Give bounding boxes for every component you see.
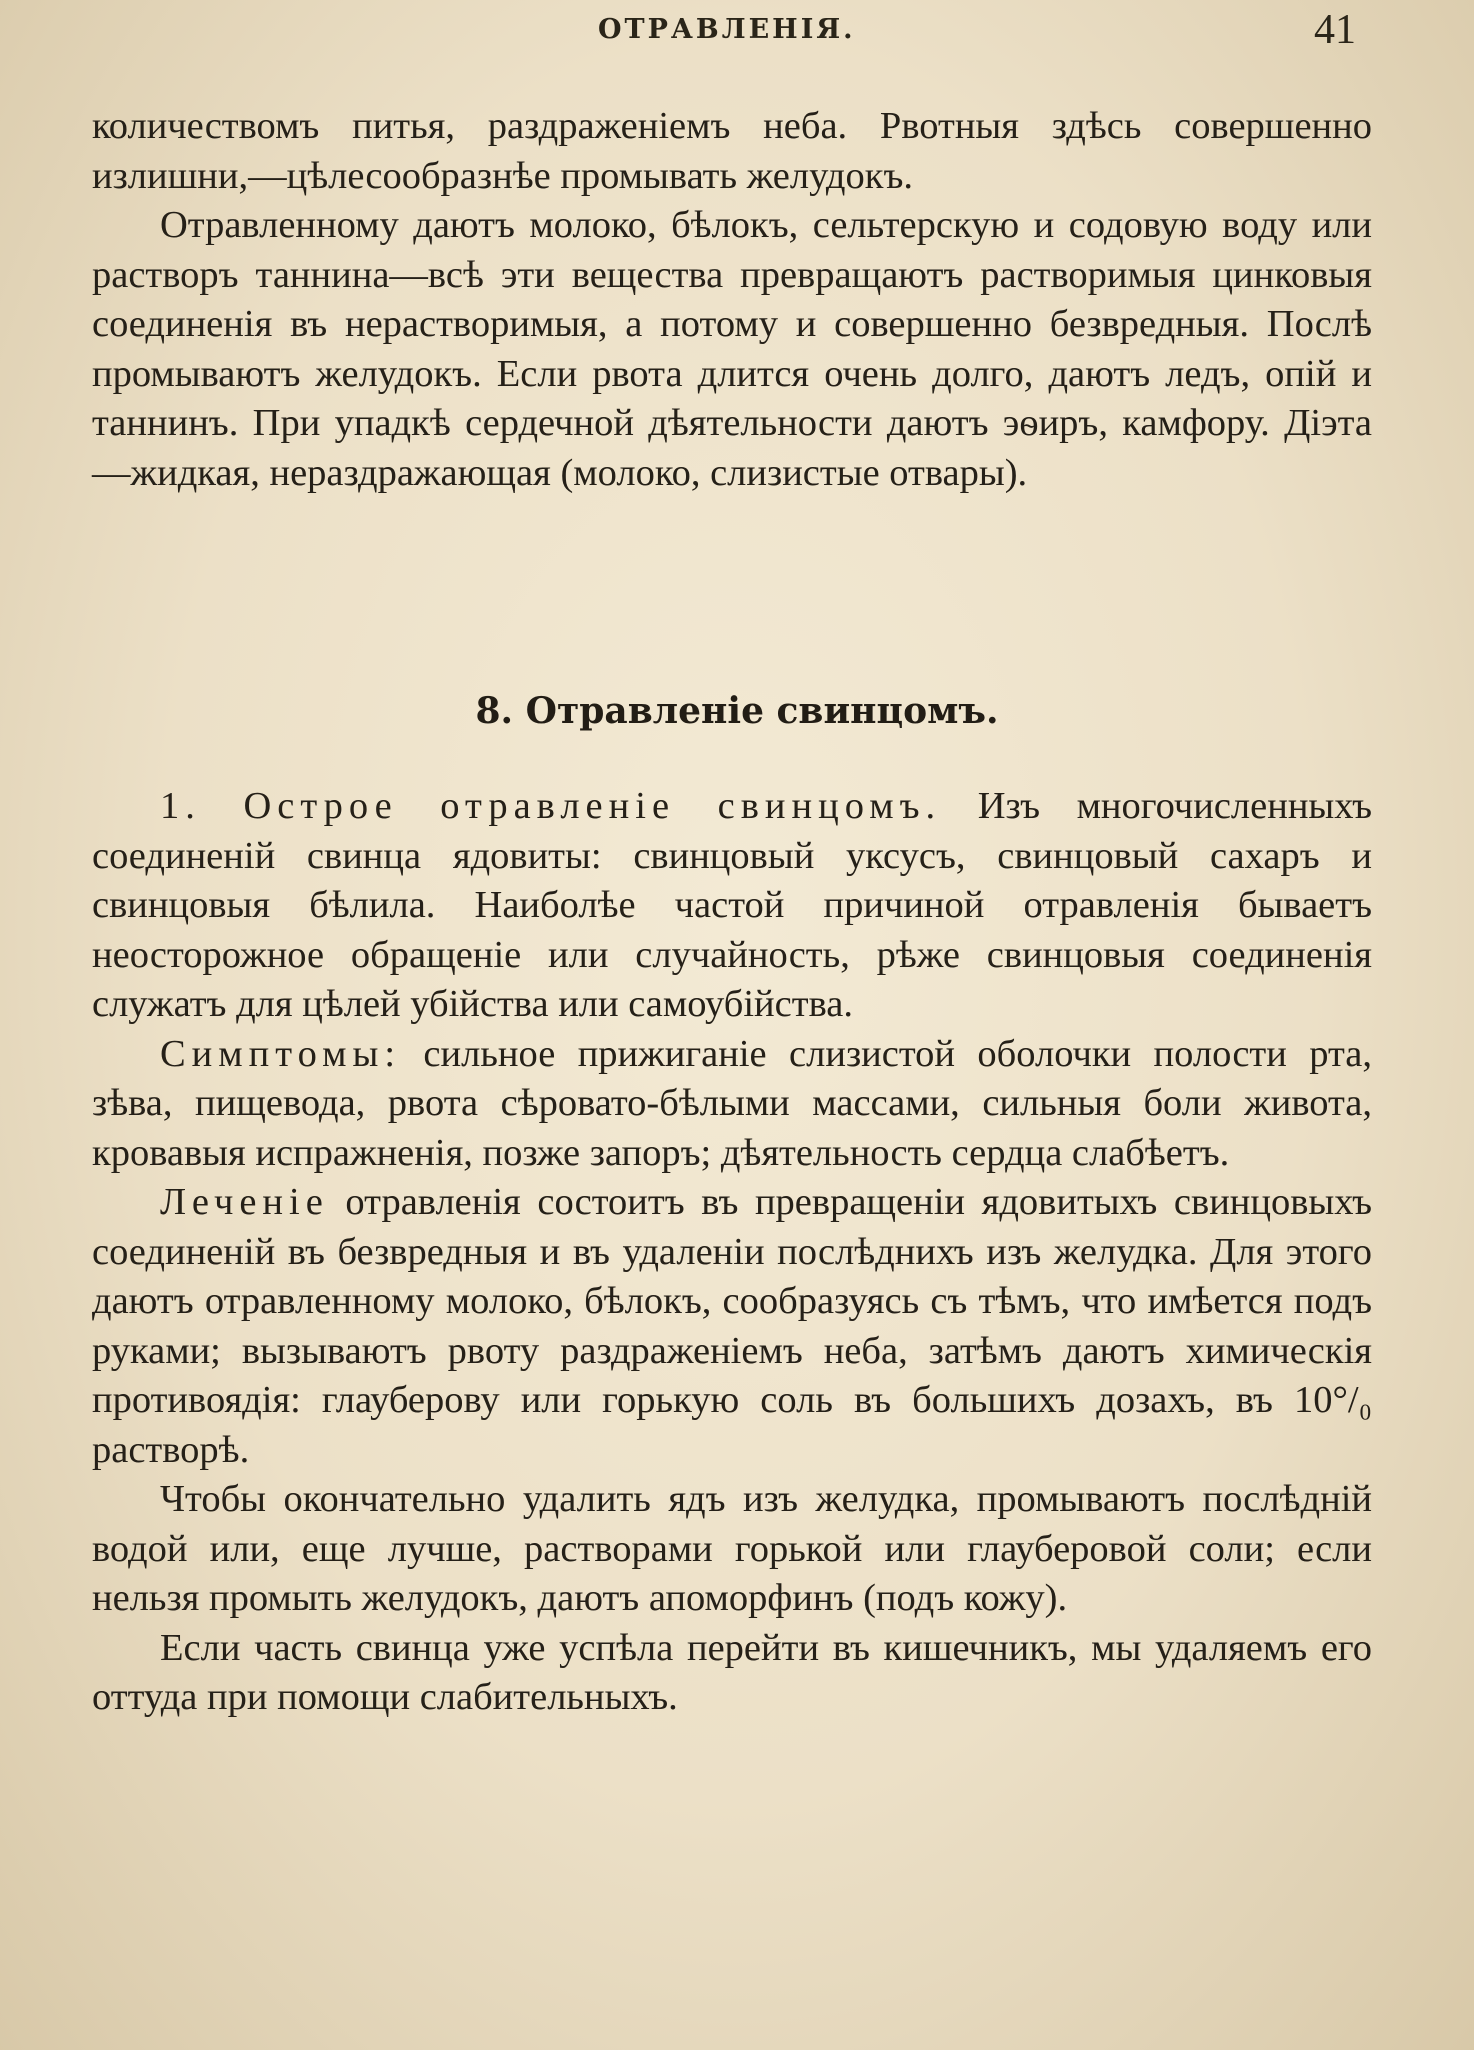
symptoms-text: сильное прижиганіе слизистой оболочки полости рта, зѣва, пищевода, рвота сѣровато-бѣлыми массами, сильныя боли живота, кровавыя испражненія, позже запоръ; дѣятельность сердца слабѣетъ. [92,1032,1372,1174]
paragraph-stomach-lavage: Чтобы окончательно удалить ядъ изъ желудка, промываютъ послѣдній водой или, еще лучше, растворами горькой или глауберовой соли; если нельзя промыть желудокъ, даютъ апоморфинъ (подъ кожу). [92,1478,1372,1619]
paragraph-intestine: Если часть свинца уже успѣла перейти въ кишечникъ, мы удаляемъ его оттуда при помощи слабительныхъ. [92,1626,1372,1718]
symptoms-lead: Симптомы: [160,1032,402,1075]
paragraph-treatment [92,1178,1372,1475]
page-number: 41 [1314,7,1356,53]
running-title: ОТРАВЛЕНІЯ. [598,14,856,45]
acute-poisoning-lead: 1. Острое отравленіе свинцомъ. [160,785,942,827]
paragraph-treatment-zinc: Отравленному даютъ молоко, бѣлокъ, сельтерскую и содовую воду или растворъ таннина—всѣ эти вещества превращаютъ растворимыя цинковыя соединенія въ нерастворимыя, а потому и совершенно безвредныя. Послѣ промываютъ желудокъ. Если рвота длится очень долго, даютъ ледъ, опій и таннинъ. При упадкѣ сердечной дѣятельности даютъ эѳиръ, камфору. Діэта—жидкая, нераздражающая (молоко, слизистые отвары). [92,204,1372,494]
paragraph-symptoms [92,1030,1372,1179]
paragraph-acute-poisoning [92,782,1372,1030]
acute-poisoning-text: Изъ многочисленныхъ соединеній свинца ядовиты: свинцовый уксусъ, свинцовый сахаръ и свинцовыя бѣлила. Наиболѣе частой причиной отравленія бываетъ неосторожное обращеніе или случайность, рѣже свинцовыя соединенія служатъ для цѣлей убійства или самоубійства. [92,785,1372,1025]
paragraph-continuation: количествомъ питья, раздраженіемъ неба. Рвотныя здѣсь совершенно излишни,—цѣлесообразнѣе промывать желудокъ. [92,105,1372,197]
section-heading: 8. Отравленіе свинцомъ. [475,690,999,732]
treatment-text: отравленія состоитъ въ превращеніи ядовитыхъ свинцовыхъ соединеній въ безвредныя и въ удаленіи послѣднихъ изъ желудка. Для этого даютъ отравленному молоко, бѣлокъ, сообразуясь съ тѣмъ, что имѣется подъ руками; вызываютъ рвоту раздраженіемъ неба, затѣмъ даютъ химическія противоядія: глауберову или горькую соль въ большихъ дозахъ, въ 10°/₀ растворѣ. [92,1181,1372,1471]
treatment-lead: Леченіе [160,1181,329,1223]
lead-section-text-block [92,782,1372,1723]
top-text-block [92,102,1372,498]
running-head [0,6,1474,56]
